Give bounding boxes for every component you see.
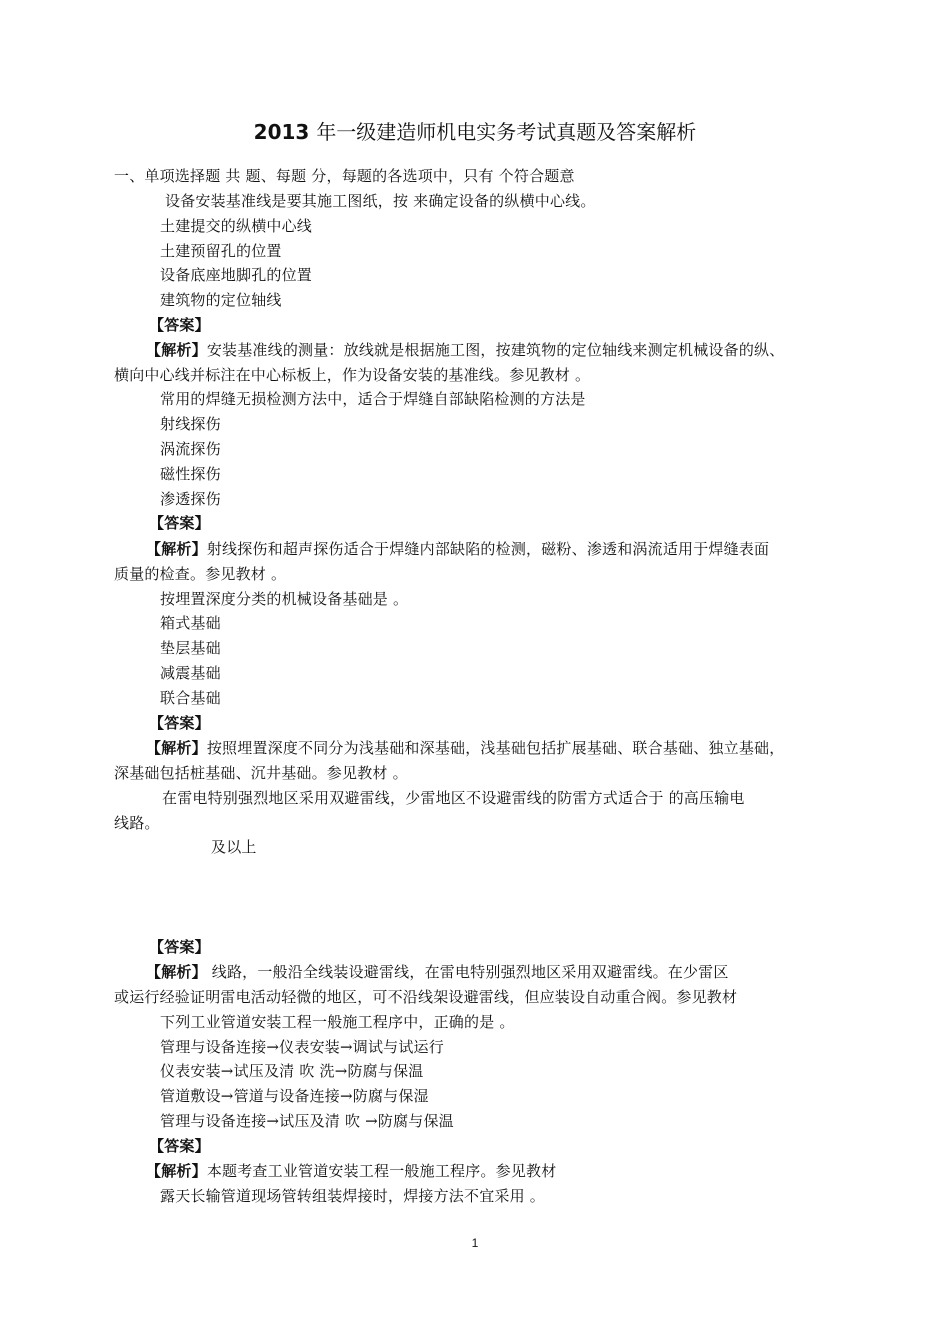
analysis-label: 【解析】	[146, 540, 207, 558]
analysis-text: 本题考查工业管道安装工程一般施工程序。参见教材	[206, 1162, 557, 1180]
option: 箱式基础	[160, 614, 221, 632]
analysis-text: 按照埋置深度不同分为浅基础和深基础，浅基础包括扩展基础、联合基础、独立基础，	[206, 739, 785, 757]
page-number: 1	[471, 1236, 479, 1250]
analysis-text: 安装基准线的测量：放线就是根据施工图，按建筑物的定位轴线来测定机械设备的纵、	[206, 341, 785, 359]
document-title	[0, 120, 950, 144]
analysis	[146, 963, 729, 981]
analysis-text: 横向中心线并标注在中心标板上，作为设备安装的基准线。参见教材 。	[114, 366, 591, 384]
title-text: 年一级建造师机电实务考试真题及答案解析	[316, 120, 697, 144]
option: 垫层基础	[160, 639, 221, 657]
option: 仪表安装→试压及清 吹 洗→防腐与保温	[160, 1062, 424, 1080]
option: 及以上	[211, 838, 257, 856]
question-stem: 按埋置深度分类的机械设备基础是 。	[160, 590, 409, 608]
option: 联合基础	[160, 689, 221, 707]
analysis	[146, 1162, 556, 1180]
question-stem-cont: 线路。	[114, 814, 160, 832]
option: 建筑物的定位轴线	[160, 291, 282, 309]
analysis-text: 深基础包括桩基础、沉井基础。参见教材 。	[114, 764, 408, 782]
analysis-text: 射线探伤和超声探伤适合于焊缝内部缺陷的检测，磁粉、渗透和涡流适用于焊缝表面	[206, 540, 770, 558]
analysis	[146, 540, 769, 558]
answer-label: 【答案】	[149, 938, 210, 956]
question-stem: 常用的焊缝无损检测方法中，适合于焊缝自部缺陷检测的方法是	[160, 390, 586, 408]
analysis-text: 或运行经验证明雷电活动轻微的地区，可不沿线架设避雷线，但应装设自动重合阀。参见教材	[114, 988, 738, 1006]
option: 设备底座地脚孔的位置	[160, 266, 313, 284]
analysis-label: 【解析】	[146, 1162, 207, 1180]
question-stem: 设备安装基准线是要其施工图纸，按 来确定设备的纵横中心线。	[165, 192, 596, 210]
analysis-text: 质量的检查。参见教材 。	[114, 565, 287, 583]
question-stem: 下列工业管道安装工程一般施工程序中，正确的是 。	[160, 1013, 515, 1031]
option: 管道敷设→管道与设备连接→防腐与保湿	[160, 1087, 429, 1105]
answer-label: 【答案】	[149, 514, 210, 532]
option: 管理与设备连接→仪表安装→调试与试运行	[160, 1038, 444, 1056]
answer-label: 【答案】	[149, 316, 210, 334]
section-heading: 一、单项选择题 共 题、每题 分，每题的各选项中，只有 个符合题意	[114, 167, 575, 185]
title-year: 2013	[253, 120, 310, 144]
question-stem: 露天长输管道现场管转组装焊接时，焊接方法不宜采用 。	[160, 1187, 545, 1205]
question-stem: 在雷电特别强烈地区采用双避雷线，少雷地区不设避雷线的防雷方式适合于 的高压输电	[162, 789, 745, 807]
answer-label: 【答案】	[149, 714, 210, 732]
analysis	[146, 739, 784, 757]
analysis-label: 【解析】	[146, 963, 207, 981]
analysis-label: 【解析】	[146, 341, 207, 359]
analysis-label: 【解析】	[146, 739, 207, 757]
analysis	[146, 341, 784, 359]
option: 管理与设备连接→试压及清 吹 →防腐与保温	[160, 1112, 454, 1130]
answer-label: 【答案】	[149, 1137, 210, 1155]
option: 减震基础	[160, 664, 221, 682]
option: 土建提交的纵横中心线	[160, 217, 313, 235]
option: 磁性探伤	[160, 465, 221, 483]
option: 射线探伤	[160, 415, 221, 433]
option: 涡流探伤	[160, 440, 221, 458]
option: 渗透探伤	[160, 490, 221, 508]
analysis-text: 线路，一般沿全线装设避雷线，在雷电特别强烈地区采用双避雷线。在少雷区	[206, 963, 729, 981]
option: 土建预留孔的位置	[160, 242, 282, 260]
